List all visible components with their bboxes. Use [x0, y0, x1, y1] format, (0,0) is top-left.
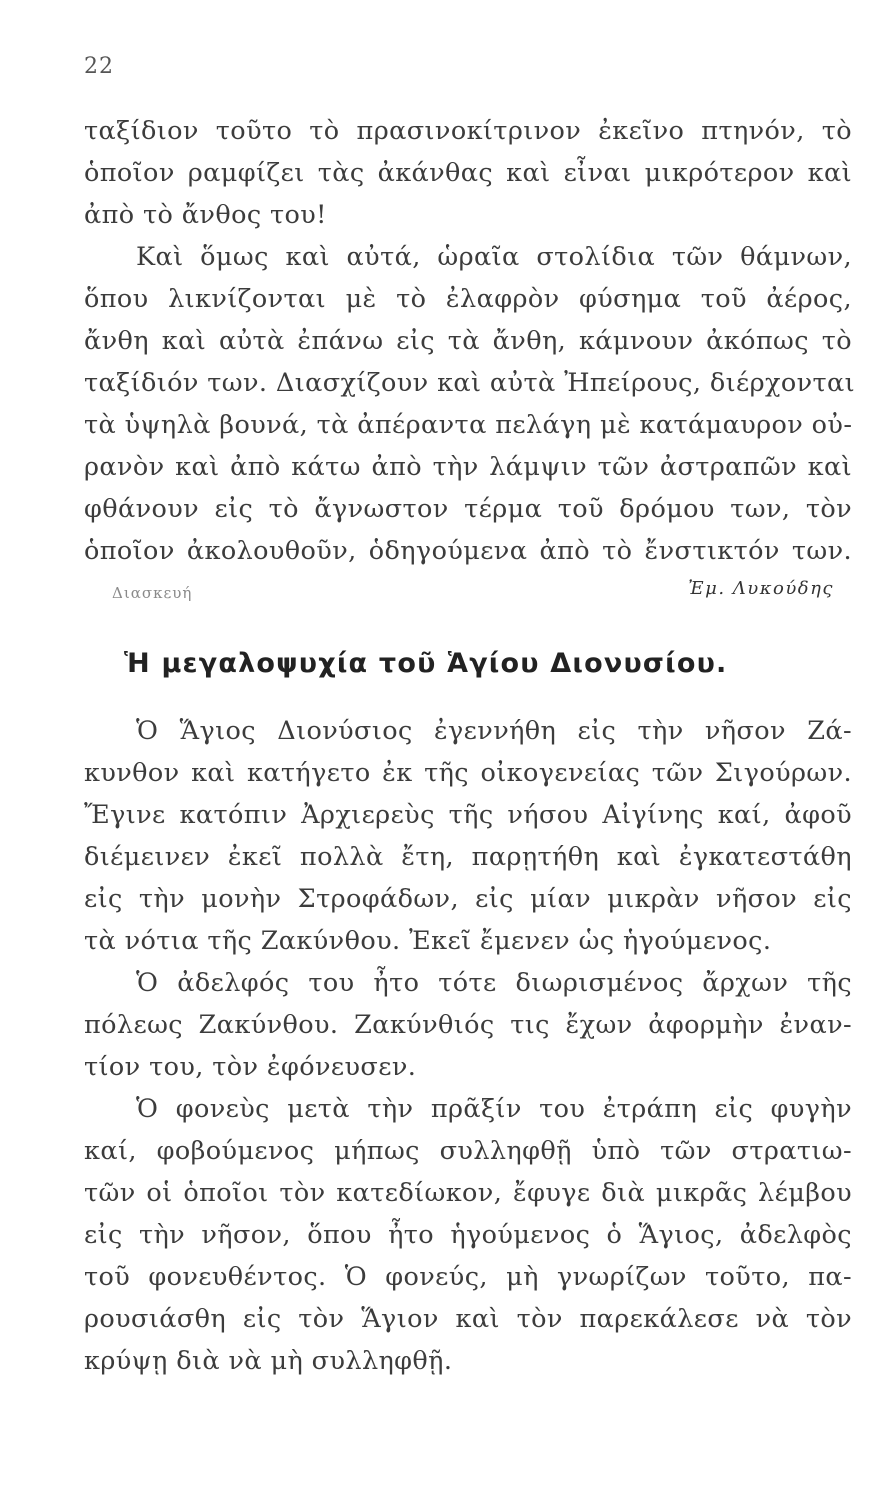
text-line: διέμεινεν ἐκεῖ πολλὰ ἔτη, παρῃτήθη καὶ ἐγκατεστάθη	[84, 842, 852, 872]
section-paragraphs	[84, 710, 852, 1382]
text-line: Ἔγινε κατόπιν Ἀρχιερεὺς τῆς νήσου Αἰγίνης καί, ἀφοῦ	[84, 800, 852, 830]
text-line: ταξίδιόν των. Διασχίζουν καὶ αὐτὰ Ἠπείρους, διέρχονται	[84, 368, 856, 398]
text-line: φθάνουν εἰς τὸ ἄγνωστον τέρμα τοῦ δρόμου των, τὸν	[84, 494, 852, 524]
section-title: Ἡ μεγαλοψυχία τοῦ Ἁγίου Διονυσίου.	[124, 648, 728, 679]
text-line: καί, φοβούμενος μήπως συλληφθῇ ὑπὸ τῶν στρατιω-	[84, 1136, 852, 1166]
text-line: ἄνθη καὶ αὐτὰ ἐπάνω εἰς τὰ ἄνθη, κάμνουν ἀκόπως τὸ	[84, 326, 852, 356]
intro-paragraphs	[84, 110, 856, 572]
text-line: τὰ ὑψηλὰ βουνά, τὰ ἀπέραντα πελάγη μὲ κατάμαυρον οὐ-	[84, 410, 853, 440]
text-line: εἰς τὴν νῆσον, ὅπου ἦτο ἡγούμενος ὁ Ἅγιος, ἀδελφὸς	[84, 1220, 852, 1250]
text-line: Καὶ ὅμως καὶ αὐτά, ὡραῖα στολίδια τῶν θάμνων,	[136, 242, 852, 272]
signature-row	[112, 578, 852, 608]
text-line: τὰ νότια τῆς Ζακύνθου. Ἐκεῖ ἔμενεν ὡς ἡγούμενος.	[84, 926, 772, 956]
text-line: τοῦ φονευθέντος. Ὁ φονεύς, μὴ γνωρίζων τοῦτο, πα-	[84, 1262, 852, 1292]
text-line: ὁποῖον ραμφίζει τὰς ἀκάνθας καὶ εἶναι μικρότερον καὶ	[84, 158, 852, 188]
text-line: κρύψῃ διὰ νὰ μὴ συλληφθῇ.	[84, 1346, 453, 1376]
page-number: 22	[84, 54, 114, 79]
text-line: ταξίδιον τοῦτο τὸ πρασινοκίτρινον ἐκεῖνο πτηνόν, τὸ	[84, 116, 852, 146]
text-line: τίον του, τὸν ἐφόνευσεν.	[84, 1052, 417, 1082]
text-line: ρανὸν καὶ ἀπὸ κάτω ἀπὸ τὴν λάμψιν τῶν ἀστραπῶν καὶ	[84, 452, 852, 482]
text-line: κυνθον καὶ κατήγετο ἐκ τῆς οἰκογενείας τῶν Σιγούρων.	[84, 758, 852, 788]
text-line: ὁποῖον ἀκολουθοῦν, ὁδηγούμενα ἀπὸ τὸ ἔνστικτόν των.	[84, 536, 852, 566]
text-line: ὅπου λικνίζονται μὲ τὸ ἐλαφρὸν φύσημα τοῦ ἀέρος,	[84, 284, 852, 314]
text-line: πόλεως Ζακύνθου. Ζακύνθιός τις ἔχων ἀφορμὴν ἐναν-	[84, 1010, 852, 1040]
text-line: ρουσιάσθη εἰς τὸν Ἅγιον καὶ τὸν παρεκάλεσε νὰ τὸν	[84, 1304, 852, 1334]
author-signature: Ἐμ. Λυκούδης	[688, 578, 834, 599]
text-line: ἀπὸ τὸ ἄνθος του!	[84, 200, 327, 230]
text-line: τῶν οἱ ὁποῖοι τὸν κατεδίωκον, ἔφυγε διὰ μικρᾶς λέμβου	[84, 1178, 852, 1208]
text-line: Ὁ ἀδελφός του ἦτο τότε διωρισμένος ἄρχων τῆς	[136, 968, 852, 998]
text-line: εἰς τὴν μονὴν Στροφάδων, εἰς μίαν μικρὰν νῆσον εἰς	[84, 884, 852, 914]
adaptation-note: Διασκευή	[112, 584, 193, 602]
text-line: Ὁ Ἅγιος Διονύσιος ἐγεννήθη εἰς τὴν νῆσον Ζά-	[136, 716, 852, 746]
text-line: Ὁ φονεὺς μετὰ τὴν πρᾶξίν του ἐτράπη εἰς φυγὴν	[136, 1094, 852, 1124]
